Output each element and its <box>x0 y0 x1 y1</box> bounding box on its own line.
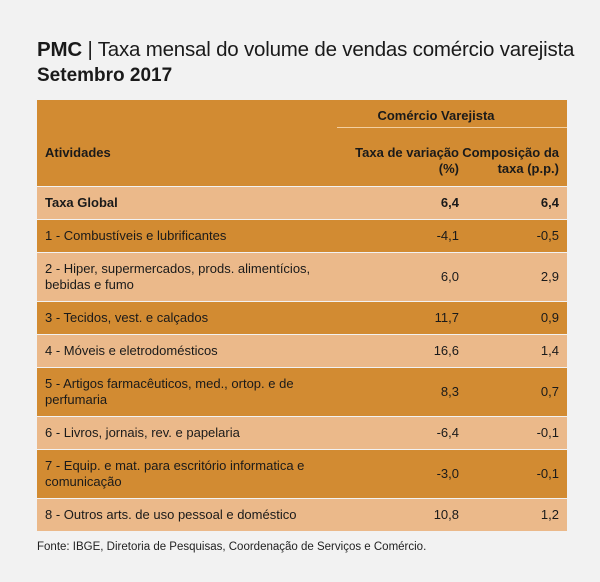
row-rate: -4,1 <box>436 228 459 243</box>
table-row <box>37 252 567 301</box>
row-composition: 1,2 <box>540 507 559 522</box>
table-row <box>37 186 567 219</box>
group-header: Comércio Varejista <box>377 108 495 123</box>
title-separator: | <box>81 38 98 61</box>
row-rate: 8,3 <box>440 384 459 399</box>
table-row <box>37 219 567 252</box>
row-name: 6 - Livros, jornais, rev. e papelaria <box>45 425 240 440</box>
column-header-rate: Taxa de variação (%) <box>355 145 459 176</box>
row-rate: -3,0 <box>436 466 459 481</box>
data-table <box>37 100 567 531</box>
table-row <box>37 367 567 416</box>
row-composition: 2,9 <box>540 269 559 284</box>
table-row <box>37 449 567 498</box>
row-name: Taxa Global <box>45 195 118 210</box>
row-name: 5 - Artigos farmacêuticos, med., ortop. e de perfumaria <box>45 376 294 407</box>
row-rate: 6,0 <box>440 269 459 284</box>
row-rate: -6,4 <box>436 425 459 440</box>
page-title <box>37 37 577 63</box>
row-name: 3 - Tecidos, vest. e calçados <box>45 310 209 325</box>
row-composition: 6,4 <box>540 195 559 210</box>
row-composition: 0,9 <box>540 310 559 325</box>
row-composition: -0,5 <box>536 228 559 243</box>
table-row <box>37 416 567 449</box>
row-composition: 1,4 <box>540 343 559 358</box>
title-prefix: PMC <box>37 38 82 61</box>
row-composition: -0,1 <box>536 466 559 481</box>
row-rate: 6,4 <box>440 195 459 210</box>
column-header-activities: Atividades <box>45 145 111 160</box>
column-header-composition: Composição da taxa (p.p.) <box>462 145 559 176</box>
row-rate: 11,7 <box>434 310 459 325</box>
row-name: 4 - Móveis e eletrodomésticos <box>45 343 218 358</box>
row-name: 7 - Equip. e mat. para escritório informatica e comunicação <box>45 458 305 489</box>
group-header-divider <box>337 127 567 128</box>
table-row <box>37 301 567 334</box>
row-name: 1 - Combustíveis e lubrificantes <box>45 228 227 243</box>
row-name: 8 - Outros arts. de uso pessoal e doméstico <box>45 507 297 522</box>
row-name: 2 - Hiper, supermercados, prods. alimentícios, bebidas e fumo <box>45 261 311 292</box>
page-subtitle: Setembro 2017 <box>37 65 173 86</box>
row-composition: 0,7 <box>540 384 559 399</box>
source-note: Fonte: IBGE, Diretoria de Pesquisas, Coordenação de Serviços e Comércio. <box>37 541 427 553</box>
table-row <box>37 498 567 531</box>
row-composition: -0,1 <box>536 425 559 440</box>
table-header <box>37 100 567 186</box>
table-row <box>37 334 567 367</box>
row-rate: 16,6 <box>433 343 459 358</box>
row-rate: 10,8 <box>433 507 459 522</box>
title-text: Taxa mensal do volume de vendas comércio varejista <box>97 38 575 61</box>
